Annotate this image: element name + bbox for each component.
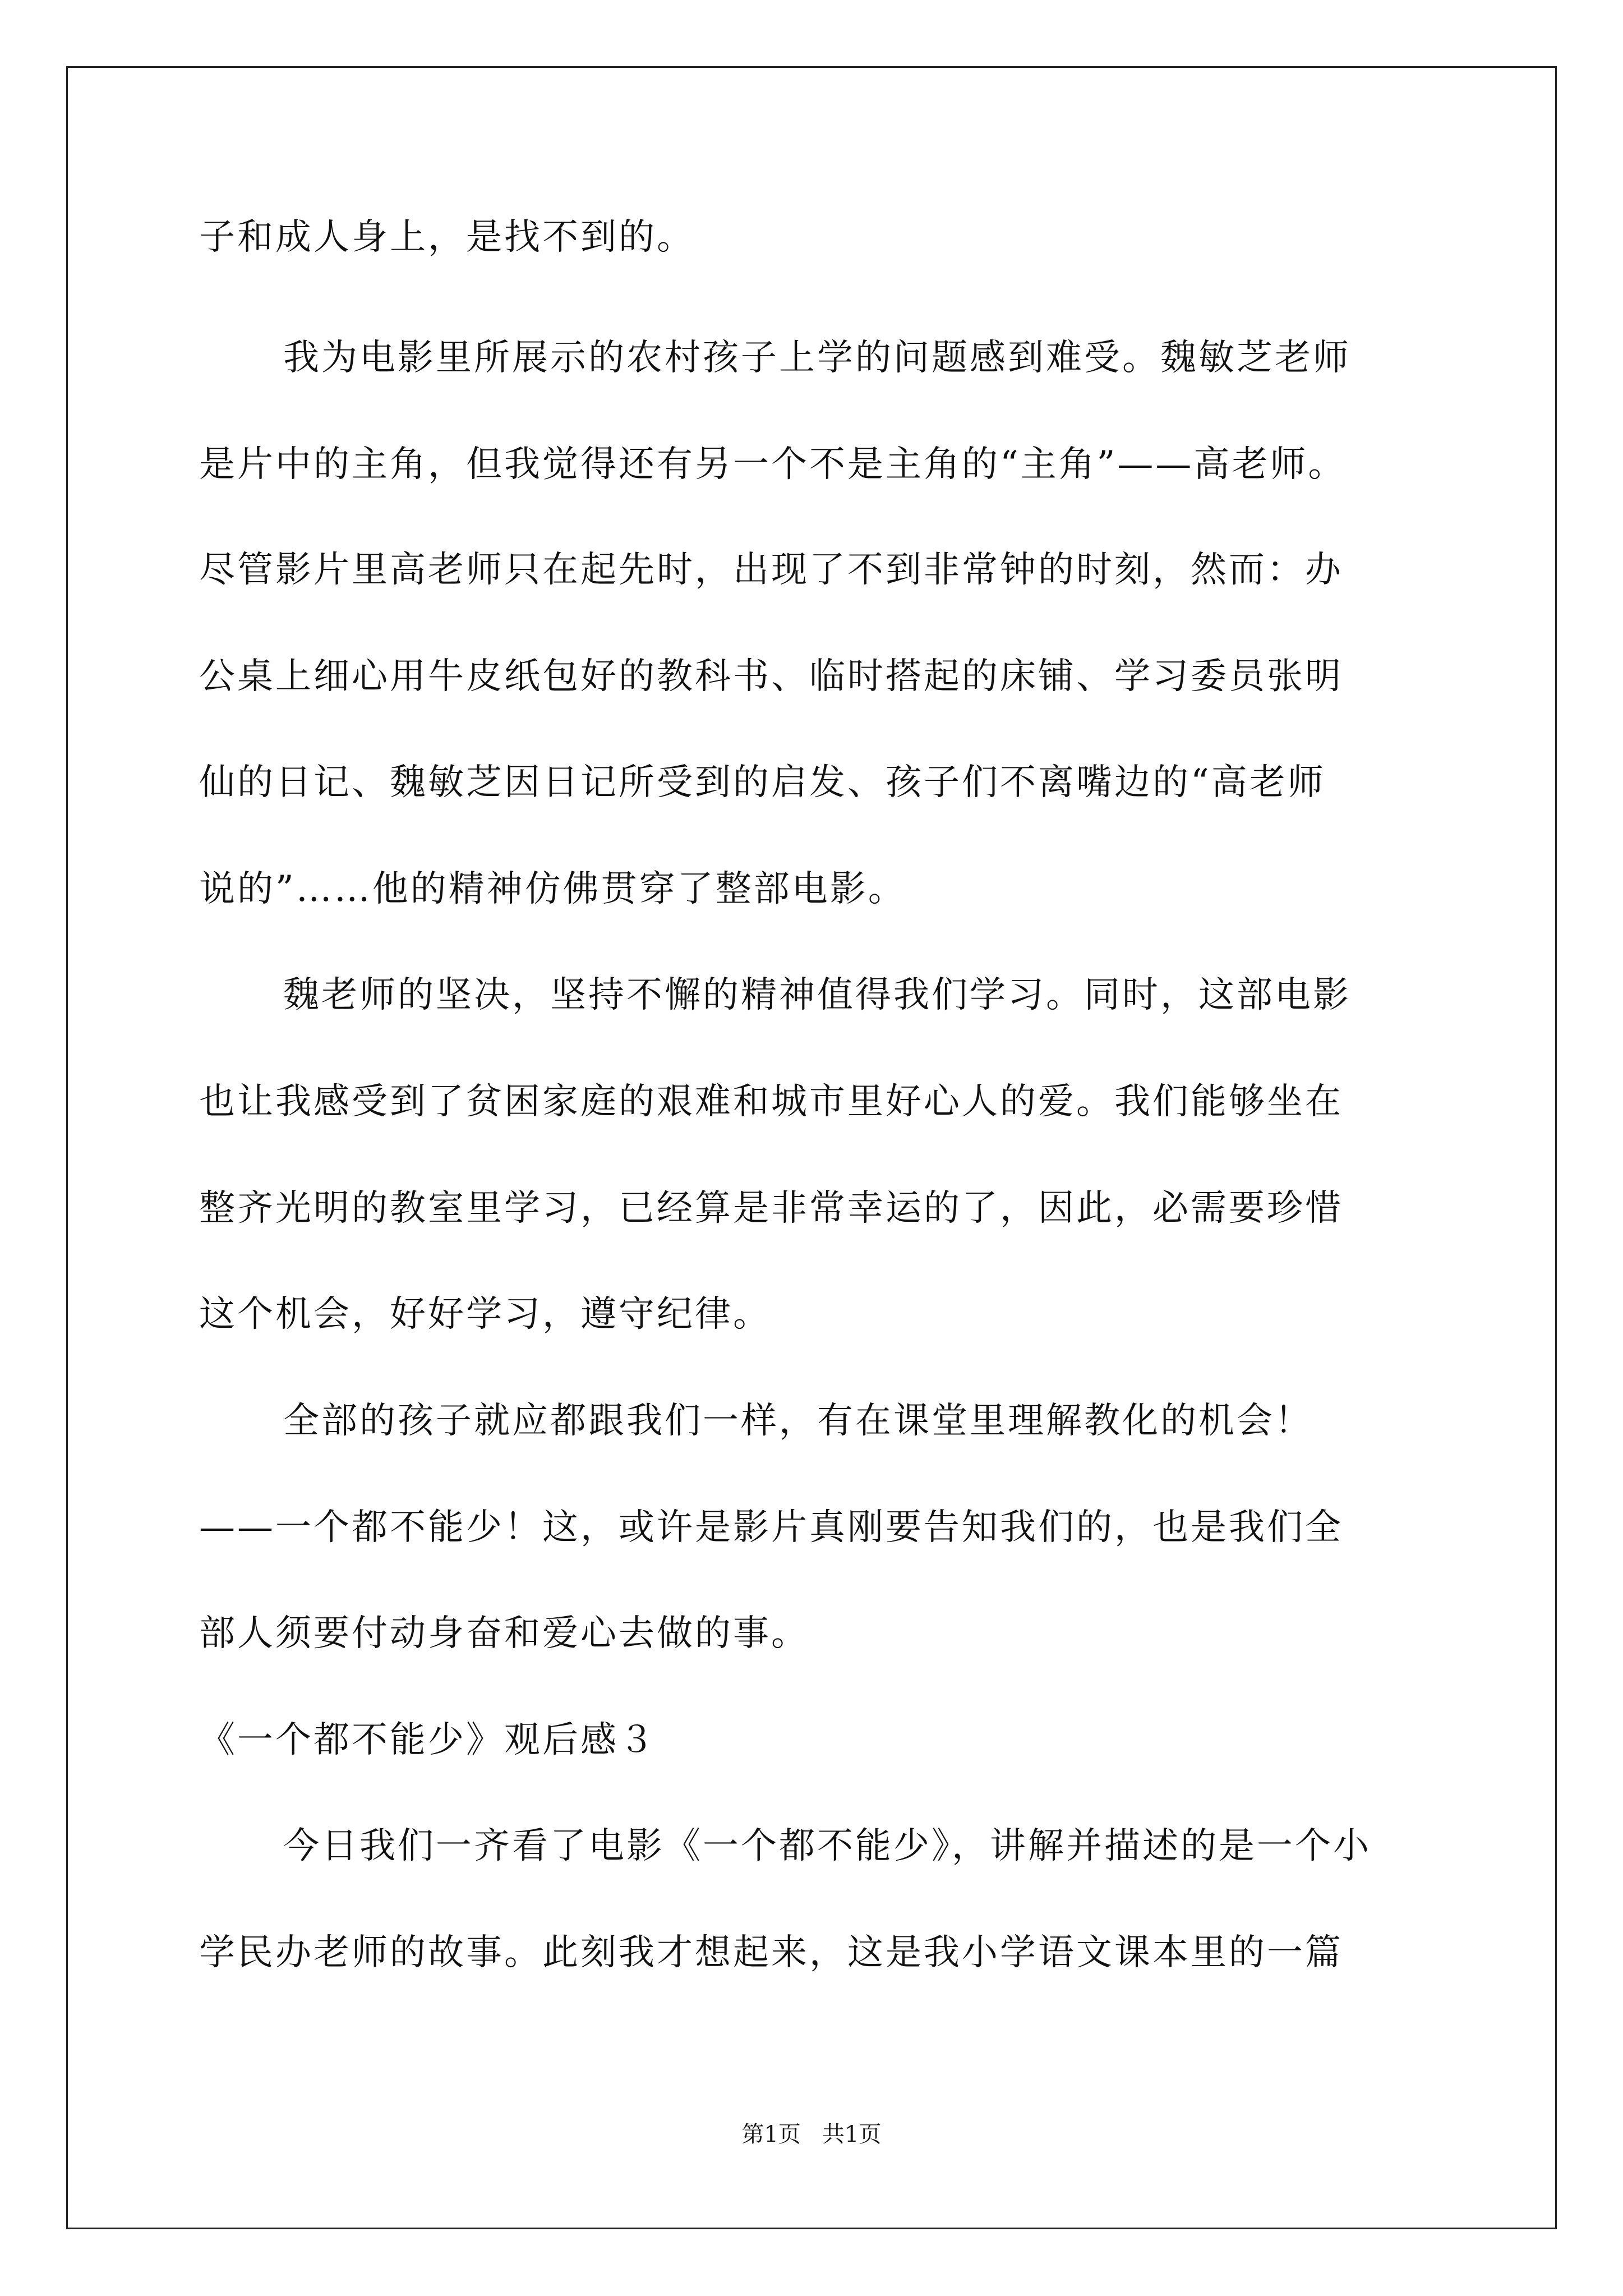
text-line: 学民办老师的故事。此刻我才想起来，这是我小学语文课本里的一篇 [199,1932,1343,1973]
text-line: 子和成人身上，是找不到的。 [199,217,695,258]
page-footer: 第1页 共1页 [741,2122,882,2147]
text-line: 这个机会，好好学习，遵守纪律。 [199,1294,771,1335]
text-line: ——一个都不能少！这，或许是影片真刚要告知我们的，也是我们全 [199,1507,1343,1548]
text-line: 整齐光明的教室里学习，已经算是非常幸运的了，因此，必需要珍惜 [199,1188,1343,1229]
text-line: 魏老师的坚决，坚持不懈的精神值得我们学习。同时，这部电影 [283,974,1351,1016]
text-line: 也让我感受到了贫困家庭的艰难和城市里好心人的爱。我们能够坐在 [199,1081,1343,1122]
text-line: 仙的日记、魏敏芝因日记所受到的启发、孩子们不离嘴边的“高老师 [199,762,1326,803]
page-border [66,66,1557,2229]
text-line: 是片中的主角，但我觉得还有另一个不是主角的“主角”——高老师。 [199,444,1347,485]
text-line: 我为电影里所展示的农村孩子上学的问题感到难受。魏敏芝老师 [283,337,1351,379]
text-line: 部人须要付动身奋和爱心去做的事。 [199,1613,809,1654]
section-heading: 《一个都不能少》观后感３ [199,1719,657,1761]
text-line: 说的”……他的精神仿佛贯穿了整部电影。 [199,868,906,910]
text-line: 尽管影片里高老师只在起先时，出现了不到非常钟的时刻，然而：办 [199,549,1343,591]
text-line: 今日我们一齐看了电影《一个都不能少》，讲解并描述的是一个小 [283,1825,1371,1867]
text-line: 全部的孩子就应都跟我们一样，有在课堂里理解教化的机会！ [283,1400,1313,1442]
text-line: 公桌上细心用牛皮纸包好的教科书、临时搭起的床铺、学习委员张明 [199,656,1343,697]
